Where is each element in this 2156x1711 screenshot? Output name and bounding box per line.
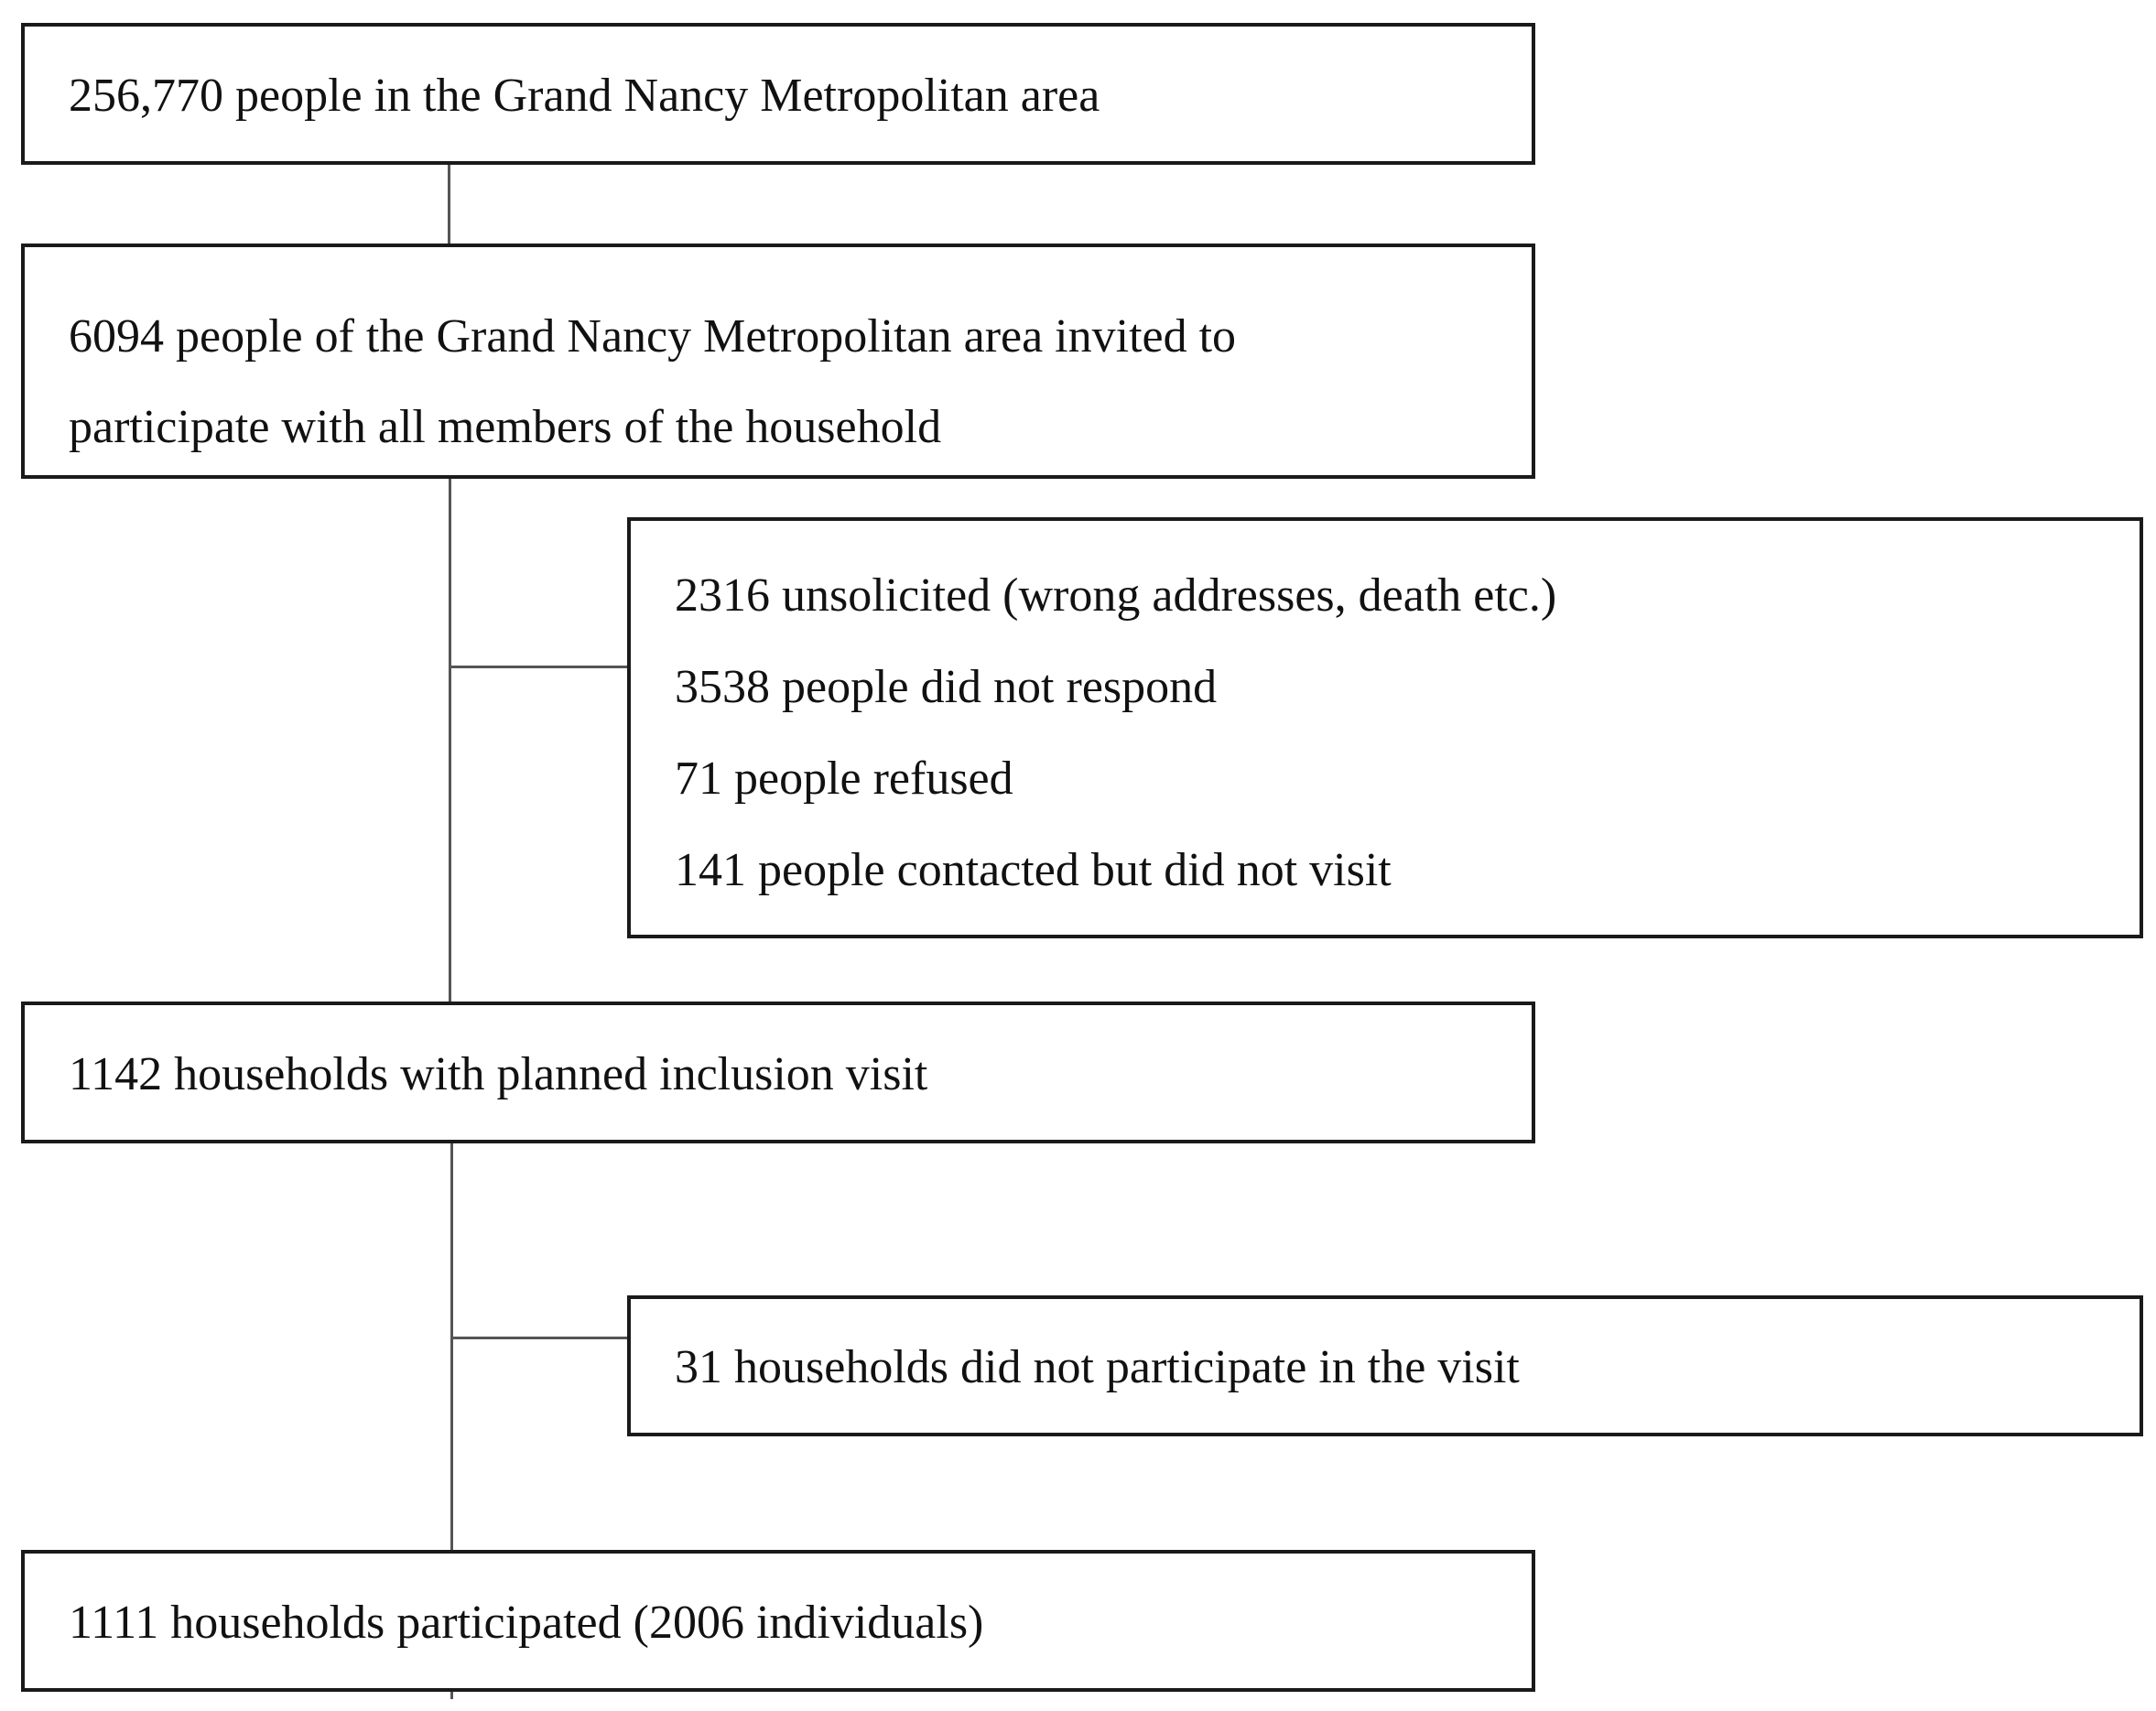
exclusion-item-unsolicited: 2316 unsolicited (wrong addresses, death etc.) <box>675 569 1557 622</box>
exclusion-item-no-response: 3538 people did not respond <box>675 661 1218 713</box>
exclusion-box-visit-dropout-text: 31 households did not participate in the visit <box>675 1341 1520 1393</box>
flow-box-total-population-text: 256,770 people in the Grand Nancy Metropolitan area <box>69 70 1100 122</box>
flow-box-total-population <box>21 23 1535 165</box>
exclusion-box-visit-dropout <box>627 1295 2143 1436</box>
exclusion-item-refused: 71 people refused <box>675 753 1013 805</box>
flow-box-participated-text: 1111 households participated (2006 individuals) <box>69 1597 984 1649</box>
flow-box-invited-text <box>69 291 1236 472</box>
flow-box-invited <box>21 244 1535 479</box>
branch-connector-exclusion1 <box>449 666 628 668</box>
exclusion-list <box>675 550 1556 916</box>
flow-box-planned-visit <box>21 1002 1535 1143</box>
flow-box-planned-visit-text: 1142 households with planned inclusion visit <box>69 1048 928 1100</box>
flow-box-invited-line-2: participate with all members of the household <box>69 401 942 453</box>
exclusion-box-non-participants <box>627 517 2143 938</box>
connector-box2-box3 <box>449 478 451 1003</box>
flow-box-participated <box>21 1550 1535 1692</box>
branch-connector-exclusion2 <box>450 1337 628 1339</box>
connector-box1-box2 <box>448 156 450 244</box>
exclusion-item-no-visit: 141 people contacted but did not visit <box>675 844 1392 896</box>
flow-box-invited-line-1: 6094 people of the Grand Nancy Metropolitan area invited to <box>69 310 1237 363</box>
